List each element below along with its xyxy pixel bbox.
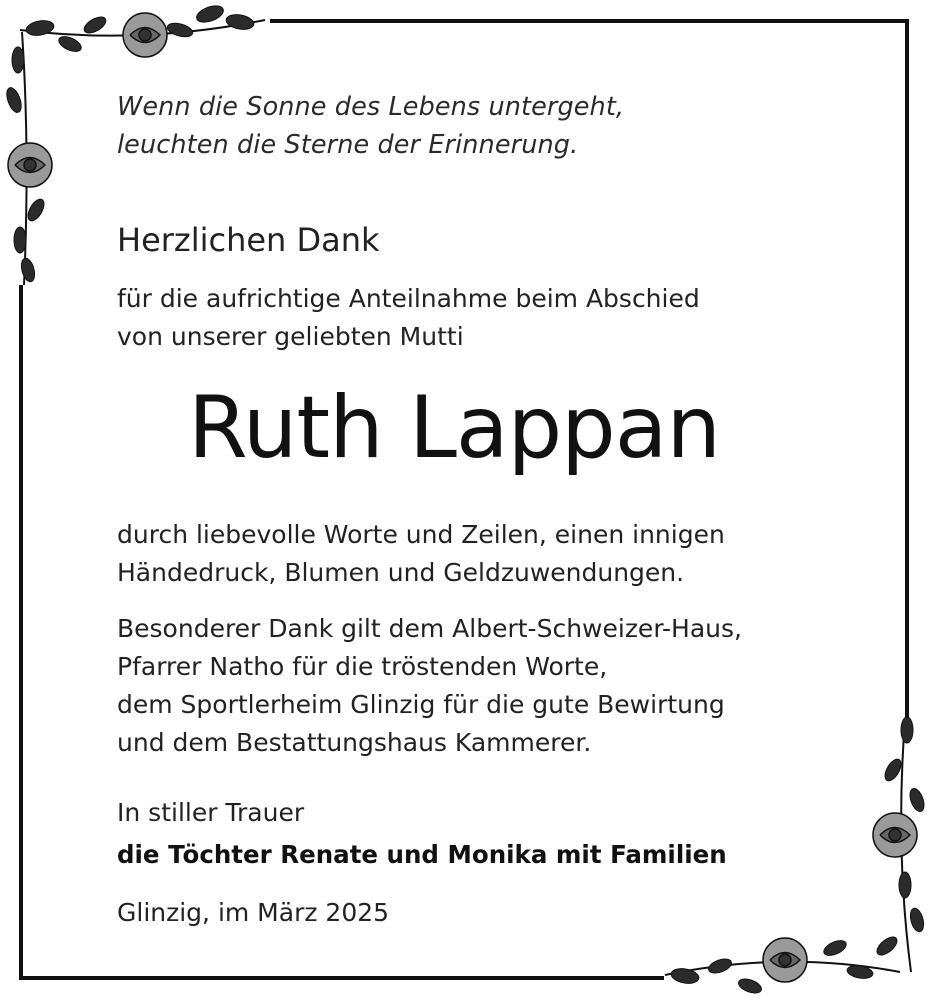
deceased-name: Ruth Lappan [188,378,720,478]
special-thanks-line: dem Sportlerheim Glinzig für die gute Bewirtung [117,690,725,719]
thanks-line: Händedruck, Blumen und Geldzuwendungen. [117,558,685,587]
intro-line: für die aufrichtige Anteilnahme beim Abschied [117,284,700,313]
motto-line: leuchten die Sterne der Erinnerung. [117,130,579,160]
special-thanks-line: Besonderer Dank gilt dem Albert-Schweizer-Haus, [117,614,742,643]
intro-line: von unserer geliebten Mutti [117,322,464,351]
special-thanks-line: Pfarrer Natho für die tröstenden Worte, [117,652,608,681]
special-thanks-line: und dem Bestattungshaus Kammerer. [117,728,592,757]
intro-text [117,280,700,356]
thank-you-heading: Herzlichen Dank [117,221,380,259]
thanks-line: durch liebevolle Worte und Zeilen, einen innigen [117,520,725,549]
special-thanks-text [117,610,742,762]
frame-top-border [270,19,909,23]
frame-left-border [19,285,23,980]
signature-names: die Töchter Renate und Monika mit Familien [117,840,727,869]
place-date: Glinzig, im März 2025 [117,898,390,927]
motto-line: Wenn die Sonne des Lebens untergeht, [117,92,625,122]
frame-right-border [905,19,909,719]
signature-intro: In stiller Trauer [117,798,305,827]
thanks-text [117,516,725,592]
frame-bottom-border [19,976,664,980]
memorial-motto [117,88,624,164]
